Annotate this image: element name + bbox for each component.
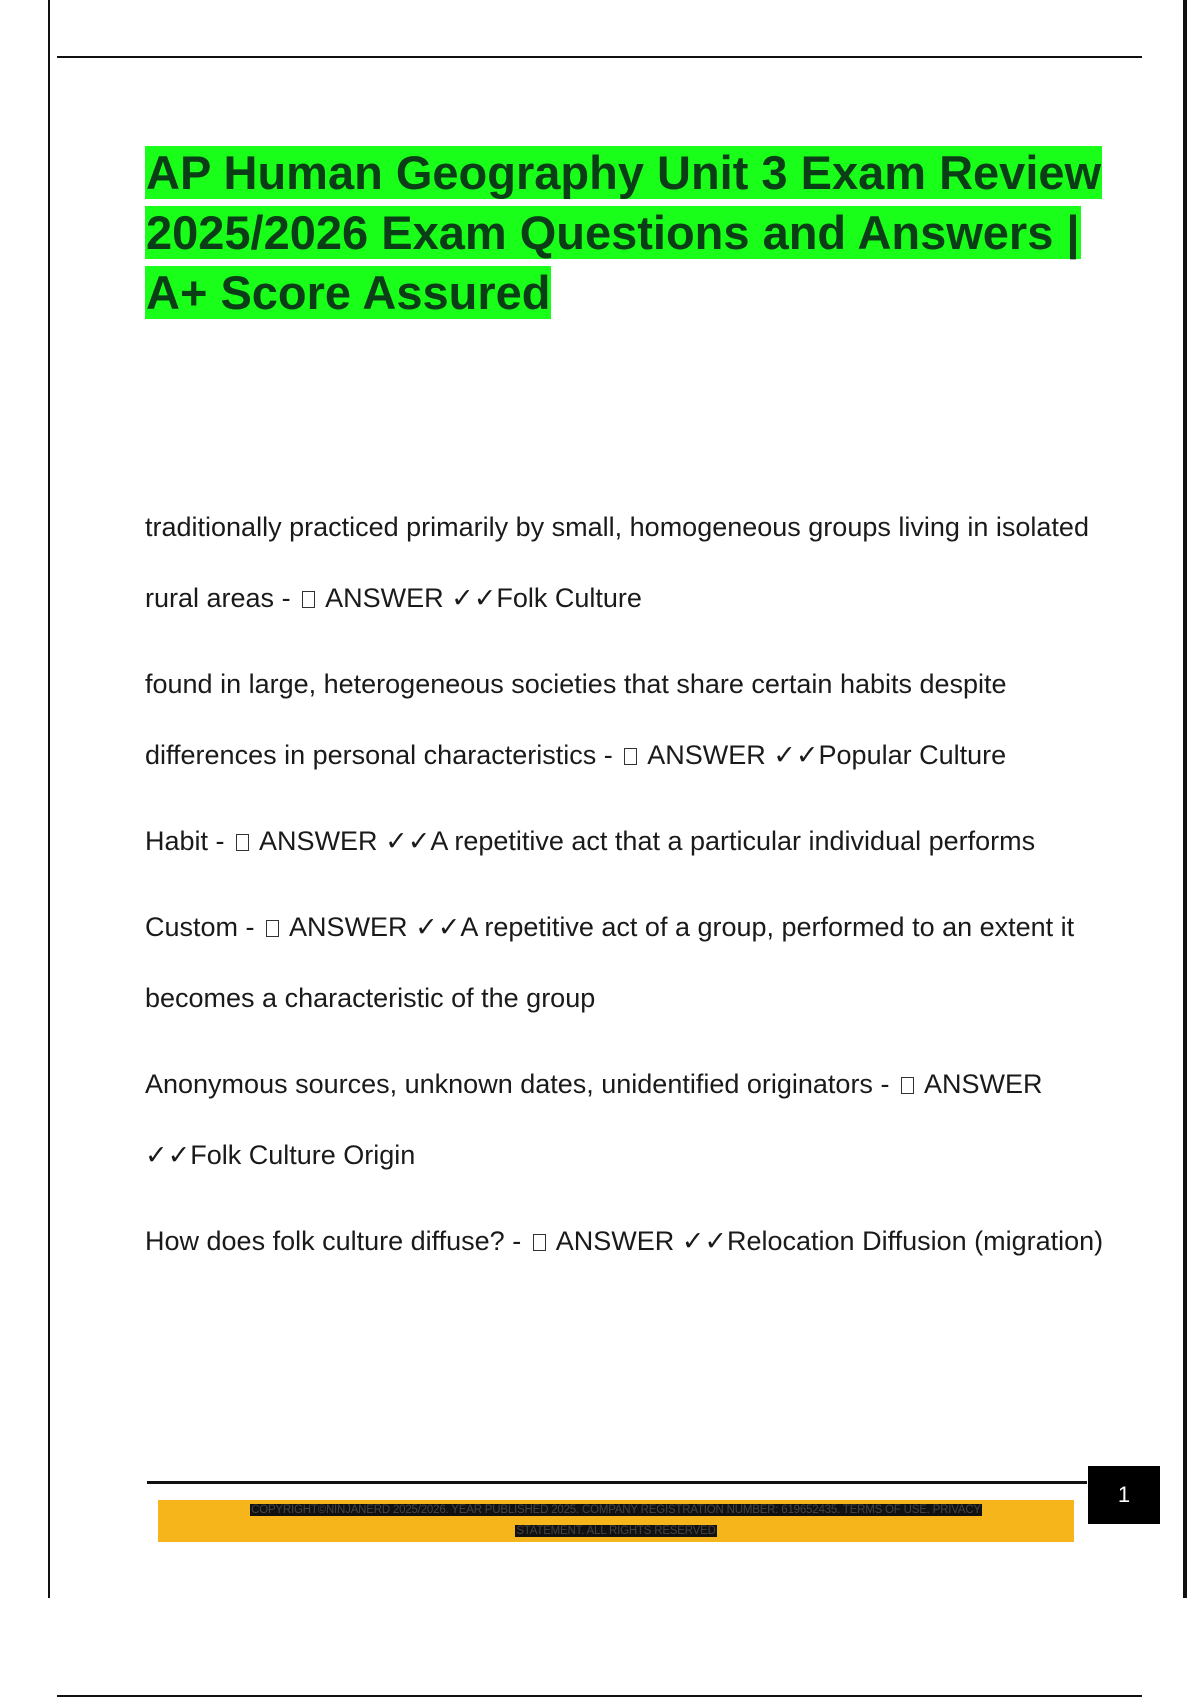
question-text: traditionally practiced primarily by small, homogeneous groups living in isolated rural areas — [145, 512, 1089, 613]
bottom-rule — [57, 1695, 1142, 1697]
qa-item — [145, 806, 1105, 877]
answer-text: Folk Culture Origin — [190, 1140, 416, 1170]
answer-marker: ANSWER — [325, 583, 444, 613]
qa-item — [145, 492, 1105, 634]
separator: - — [872, 1069, 897, 1099]
answer-marker: ANSWER — [289, 912, 408, 942]
missing-glyph-icon — [302, 591, 315, 608]
answer-marker: ANSWER — [259, 826, 378, 856]
header-rule — [57, 56, 1142, 58]
copyright-notice — [158, 1500, 1074, 1542]
checkmark-icon: ✓✓ — [385, 826, 431, 856]
question-text: Anonymous sources, unknown dates, unidentified originators — [145, 1069, 873, 1099]
separator: - — [238, 912, 263, 942]
missing-glyph-icon — [533, 1234, 546, 1251]
qa-item — [145, 1206, 1105, 1277]
question-text: Custom — [145, 912, 239, 942]
qa-list — [145, 492, 1105, 1292]
qa-item — [145, 649, 1105, 791]
answer-text: A repetitive act that a particular individual performs — [430, 826, 1036, 856]
answer-marker: ANSWER — [923, 1069, 1043, 1099]
title-highlight: AP Human Geography Unit 3 Exam Review 2025/2026 Exam Questions and Answers | A+ Score Assured — [146, 146, 1102, 319]
page-number: 1 — [1088, 1466, 1160, 1524]
page-left-border — [48, 0, 50, 1598]
missing-glyph-icon — [236, 834, 249, 851]
page-right-border — [1183, 0, 1187, 1598]
answer-text: A repetitive act of a group, performed to an extent it becomes a characteristic of the group — [145, 912, 1075, 1013]
checkmark-icon: ✓✓ — [145, 1140, 191, 1170]
separator: - — [208, 826, 233, 856]
checkmark-icon: ✓✓ — [415, 912, 461, 942]
question-text: How does folk culture diffuse? — [145, 1226, 505, 1256]
separator: - — [274, 583, 299, 613]
checkmark-icon: ✓✓ — [773, 740, 819, 770]
missing-glyph-icon — [624, 748, 637, 765]
answer-text: Relocation Diffusion (migration) — [727, 1226, 1104, 1256]
separator: - — [504, 1226, 529, 1256]
missing-glyph-icon — [901, 1077, 914, 1094]
checkmark-icon: ✓✓ — [681, 1226, 727, 1256]
copyright-line: COPYRIGHT©NINJANERD 2025/2026. YEAR PUBLISHED 2025. COMPANY REGISTRATION NUMBER: 619652435. TERMS OF USE. PRIVACY — [251, 1504, 981, 1516]
qa-item — [145, 892, 1105, 1034]
checkmark-icon: ✓✓ — [451, 583, 497, 613]
qa-item — [145, 1049, 1105, 1191]
answer-marker: ANSWER — [555, 1226, 675, 1256]
question-text: Habit — [145, 826, 209, 856]
answer-marker: ANSWER — [647, 740, 766, 770]
separator: - — [596, 740, 621, 770]
document-title — [145, 143, 1125, 323]
question-text: found in large, heterogeneous societies that share certain habits despite differences in personal characteristics — [145, 669, 1007, 770]
footer-rule — [147, 1481, 1087, 1484]
missing-glyph-icon — [266, 920, 279, 937]
answer-text: Folk Culture — [496, 583, 642, 613]
answer-text: Popular Culture — [818, 740, 1007, 770]
copyright-line: STATEMENT. ALL RIGHTS RESERVED — [516, 1525, 716, 1537]
